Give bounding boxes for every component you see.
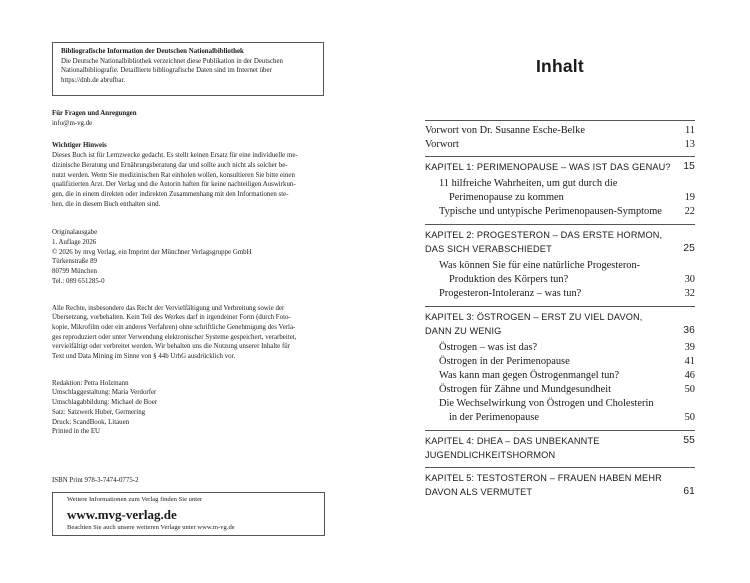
edition-line: Tel.: 089 651285-0 <box>52 277 105 285</box>
toc-entry[interactable] <box>425 259 695 273</box>
toc-entry[interactable] <box>425 355 695 369</box>
credits-line: Redaktion: Petra Holzmann <box>52 379 129 387</box>
toc-entry[interactable] <box>425 177 695 191</box>
chapter-page: 55 <box>683 435 695 446</box>
rights-line: vervielfältigt oder verbreitet werden. Wir behalten uns die Nutzung unserer Inhalte für <box>52 343 290 351</box>
toc-chapter-1[interactable] <box>425 160 695 174</box>
rights-line: ges reproduziert oder unter Verwendung elektronischer Systeme gespeichert, verarbeitet, <box>52 333 297 341</box>
notice-text-line: qualifizierten Arzt. Der Verlag und die Autorin haften für keine nachteiligen Auswirkun- <box>52 181 296 189</box>
notice-heading: Wichtiger Hinweis <box>52 142 107 150</box>
edition-line: 1. Auflage 2026 <box>52 239 97 247</box>
chapter-page: 36 <box>683 325 695 336</box>
toc-entry-title: Was können Sie für eine natürliche Progesteron- <box>439 260 641 271</box>
toc-entry-page: 22 <box>684 206 695 217</box>
toc-entry-continued[interactable] <box>425 273 695 287</box>
toc-entry[interactable] <box>425 383 695 397</box>
toc-entry-title: Die Wechselwirkung von Östrogen und Cholesterin <box>439 398 654 409</box>
toc-entry[interactable] <box>425 138 695 152</box>
toc-entry[interactable] <box>425 124 695 138</box>
toc-chapter-4[interactable] <box>425 434 695 462</box>
chapter-title: DAS SICH VERABSCHIEDET <box>425 244 552 254</box>
chapter-title: DANN ZU WENIG <box>425 326 502 336</box>
chapter-page: 15 <box>683 161 695 172</box>
bibliographic-text-line: Nationalbibliografie. Detaillierte bibliografische Daten sind im Internet über <box>61 67 272 75</box>
contact-heading: Für Fragen und Anregungen <box>52 110 137 117</box>
toc-entry-page: 46 <box>684 370 695 381</box>
chapter-title: KAPITEL 1: PERIMENOPAUSE – WAS IST DAS GENAU? <box>425 162 671 172</box>
toc-entry[interactable] <box>425 287 695 301</box>
notice-text-line: nutzt werden. Wenn Sie medizinischen Rat einholen wollen, konsultieren Sie bitte einen <box>52 171 295 179</box>
toc-entry-title: Perimenopause zu kommen <box>449 192 564 203</box>
table-of-contents <box>425 120 695 499</box>
toc-entry[interactable] <box>425 205 695 219</box>
toc-entry-title: Typische und untypische Perimenopausen-Symptome <box>439 206 662 217</box>
edition-line: Originalausgabe <box>52 229 98 237</box>
rights-block <box>52 304 324 362</box>
chapter-page: 61 <box>683 486 695 497</box>
rights-line: Übersetzung, vorbehalten. Kein Teil des Werkes darf in irgendeiner Form (durch Foto- <box>52 314 291 322</box>
toc-entry-title: Östrogen in der Perimenopause <box>439 356 570 367</box>
toc-entry-continued[interactable] <box>425 411 695 425</box>
toc-entry-page: 13 <box>684 139 695 150</box>
toc-entry-page: 32 <box>684 288 695 299</box>
notice-text-line: gen, die in einem direkten oder indirekten Zusammenhang mit den Informationen ste- <box>52 190 289 198</box>
rights-line: kopie, Mikrofilm oder ein anderes Verfahren) ohne schriftliche Genehmigung des Verla- <box>52 323 296 331</box>
toc-entry-title: Progesteron-Intoleranz – was tun? <box>439 288 582 299</box>
toc-entry-continued[interactable] <box>425 191 695 205</box>
toc-entry[interactable] <box>425 397 695 411</box>
toc-entry-page: 11 <box>684 125 695 136</box>
web-box-top-text: Weitere Informationen zum Verlag finden Sie unter <box>67 496 203 503</box>
web-box-bottom-text: Beachten Sie auch unsere weiteren Verlage unter www.m-vg.de <box>67 524 235 531</box>
publisher-web-box <box>52 492 325 536</box>
toc-entry-title: Was kann man gegen Östrogenmangel tun? <box>439 370 620 381</box>
credits-line: Druck: ScandBook, Litauen <box>52 418 130 426</box>
imprint-page <box>52 42 324 437</box>
toc-entry-page: 19 <box>684 192 695 203</box>
toc-entry[interactable] <box>425 341 695 355</box>
toc-entry-page: 41 <box>684 356 695 367</box>
bibliographic-heading: Bibliografische Information der Deutschen Nationalbibliothek <box>61 48 244 55</box>
toc-chapter-3[interactable] <box>425 310 695 338</box>
bibliographic-text-line: Die Deutsche Nationalbibliothek verzeichnet diese Publikation in der Deutschen <box>61 57 283 65</box>
notice-block <box>52 141 324 209</box>
chapter-title: KAPITEL 4: DHEA – DAS UNBEKANNTE <box>425 436 600 446</box>
bibliographic-info-box <box>52 42 324 96</box>
toc-entry-title: Östrogen – was ist das? <box>439 342 538 353</box>
contact-block <box>52 109 324 128</box>
chapter-page: 25 <box>683 243 695 254</box>
toc-entry-title: 11 hilfreiche Wahrheiten, um gut durch die <box>439 178 618 189</box>
toc-entry-page: 50 <box>684 384 695 395</box>
publisher-url[interactable]: www.mvg-verlag.de <box>67 507 177 522</box>
chapter-title: KAPITEL 2: PROGESTERON – DAS ERSTE HORMON, <box>425 230 663 240</box>
credits-block <box>52 379 324 437</box>
chapter-title: KAPITEL 5: TESTOSTERON – FRAUEN HABEN MEHR <box>425 473 662 483</box>
edition-block <box>52 228 324 286</box>
bibliographic-text-line: https://dnb.de abrufbar. <box>61 77 126 85</box>
chapter-title: KAPITEL 3: ÖSTROGEN – ERST ZU VIEL DAVON, <box>425 312 643 322</box>
toc-entry-page: 30 <box>684 274 695 285</box>
toc-entry-title: Östrogen für Zähne und Mundgesundheit <box>439 384 611 395</box>
chapter-title: DAVON ALS VERMUTET <box>425 487 533 497</box>
rights-line: Alle Rechte, insbesondere das Recht der Vervielfältigung und Verbreitung sowie der <box>52 304 285 312</box>
edition-line: 80799 München <box>52 268 97 276</box>
toc-chapter-5[interactable] <box>425 471 695 499</box>
toc-entry-title: in der Perimenopause <box>449 412 540 423</box>
credits-line: Umschlagabbildung: Michael de Boer <box>52 399 158 407</box>
chapter-title: JUGENDLICHKEITSHORMON <box>425 450 556 460</box>
notice-text-line: dizinische Beratung und Ernährungsberatung dar und sollte auch nicht als solcher be- <box>52 161 288 169</box>
toc-entry-page: 50 <box>684 412 695 423</box>
notice-text-line: hen, die in diesem Buch enthalten sind. <box>52 200 161 208</box>
edition-line: Türkenstraße 89 <box>52 258 97 266</box>
toc-entry-title: Vorwort von Dr. Susanne Esche-Belke <box>425 125 585 136</box>
credits-line: Printed in the EU <box>52 428 101 436</box>
credits-line: Umschlaggestaltung: Maria Verdorfer <box>52 389 157 397</box>
rights-line: Text und Data Mining im Sinne von § 44b UrhG ausdrücklich vor. <box>52 353 236 361</box>
toc-entry-title: Produktion des Körpers tun? <box>449 274 569 285</box>
toc-title: Inhalt <box>536 56 584 76</box>
toc-entry[interactable] <box>425 369 695 383</box>
toc-entry-title: Vorwort <box>425 139 459 150</box>
toc-chapter-2[interactable] <box>425 228 695 256</box>
notice-text-line: Dieses Buch ist für Lernzwecke gedacht. Es stellt keinen Ersatz für eine individuelle me- <box>52 152 298 160</box>
credits-line: Satz: Satzwerk Huber, Germering <box>52 408 146 416</box>
edition-line: © 2026 by mvg Verlag, ein Imprint der Münchner Verlagsgruppe GmbH <box>52 248 252 256</box>
contact-email: info@m-vg.de <box>52 119 93 127</box>
toc-entry-page: 39 <box>684 342 695 353</box>
isbn: ISBN Print 978-3-7474-0775-2 <box>52 477 139 484</box>
